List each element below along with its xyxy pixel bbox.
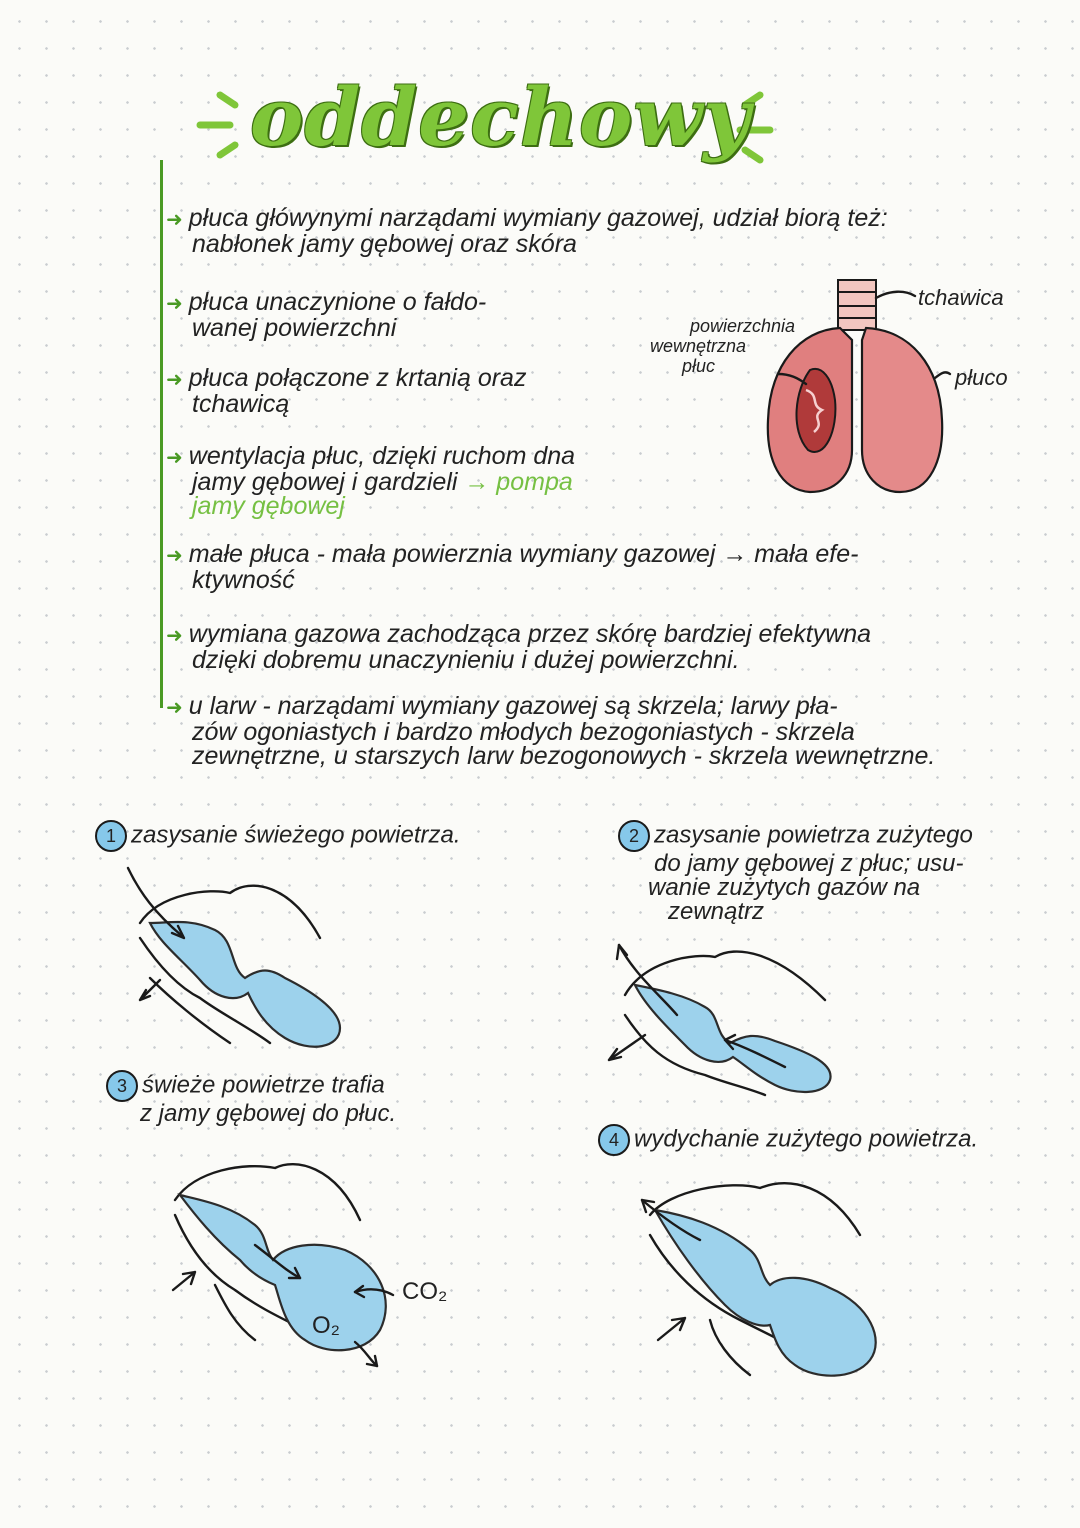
arrow-icon: ➜ <box>166 209 183 231</box>
bullet-line: wymiana gazowa zachodząca przez skórę bardziej efektywna <box>188 620 872 648</box>
step-3-diagram <box>155 1160 415 1370</box>
bullet-line: jamy gębowej i gardzieli <box>192 468 458 496</box>
arrow-icon: ➜ <box>166 369 183 391</box>
bullet-1 <box>166 206 1046 256</box>
label-line: płuc <box>682 356 716 376</box>
label-line: powierzchnia <box>690 316 796 336</box>
bullet-line: wentylacja płuc, dzięki ruchom dna <box>188 442 576 470</box>
bullet-3 <box>166 366 606 416</box>
bullet-line: nabłonek jamy gębowej oraz skóra <box>192 230 577 258</box>
bullet-line: zewnętrzne, u starszych larw bezogonowych - skrzela wewnętrzne. <box>192 742 936 770</box>
bracket-line <box>160 160 163 708</box>
arrow-icon: ➜ <box>166 447 183 469</box>
arrow-icon: ➜ <box>166 625 183 647</box>
pump-label-continued: jamy gębowej <box>192 492 345 520</box>
label-lung: płuco <box>955 365 1008 390</box>
bullet-4 <box>166 444 666 518</box>
step-4-diagram <box>630 1180 890 1390</box>
label-trachea: tchawica <box>918 285 1004 310</box>
step-number-badge: 4 <box>598 1124 630 1156</box>
step-number-badge: 3 <box>106 1070 138 1102</box>
bullet-line: zów ogoniastych i bardzo młodych bezogoniastych - skrzela <box>192 718 855 746</box>
bullet-line: płuca główynymi narządami wymiany gazowej, udział biorą też: <box>188 204 888 232</box>
bullet-line: tchawicą <box>192 390 290 418</box>
title-decoration-left <box>190 85 250 165</box>
step-text: zasysanie świeżego powietrza. <box>131 821 461 849</box>
step-text: zasysanie powietrza zużytego <box>654 821 973 849</box>
bullet-line: ktywność <box>192 566 295 594</box>
bullet-line: płuca unaczynione o fałdo- <box>188 288 487 316</box>
step-3-caption <box>106 1070 396 1126</box>
step-text: świeże powietrze trafia <box>142 1071 385 1099</box>
label-o2: O₂ <box>312 1312 340 1339</box>
arrow-icon: ➜ <box>166 697 183 719</box>
bullet-line: płuca połączone z krtanią oraz <box>188 364 527 392</box>
step-text: do jamy gębowej z płuc; usu- <box>654 850 964 877</box>
step-number-badge: 2 <box>618 820 650 852</box>
bullet-line: dzięki dobremu unaczynieniu i dużej powierzchni. <box>192 646 740 674</box>
step-text: wydychanie zużytego powietrza. <box>634 1125 979 1153</box>
step-number-badge: 1 <box>95 820 127 852</box>
bullet-6 <box>166 622 1046 672</box>
step-1-diagram <box>120 868 360 1068</box>
bullet-line: u larw - narządami wymiany gazowej są skrzela; larwy pła- <box>188 692 838 720</box>
page-title: oddechowy <box>250 70 751 164</box>
pump-label: → pompa <box>464 468 573 496</box>
step-text: wanie zużytych gazów na <box>648 874 921 901</box>
step-1-caption <box>95 820 461 852</box>
bullet-line: małe płuca - mała powierznia wymiany gazowej → mała efe- <box>188 540 859 568</box>
bullet-line: wanej powierzchni <box>192 314 397 342</box>
label-co2: CO₂ <box>402 1278 448 1305</box>
arrow-icon: ➜ <box>166 293 183 315</box>
bullet-7 <box>166 694 1046 768</box>
label-inner-surface <box>650 316 795 376</box>
bullet-2 <box>166 290 586 340</box>
label-line: wewnętrzna <box>650 336 747 356</box>
step-4-caption <box>598 1124 978 1156</box>
arrow-icon: ➜ <box>166 545 183 567</box>
step-text: zewnątrz <box>668 898 765 925</box>
step-text: z jamy gębowej do płuc. <box>140 1100 397 1127</box>
step-2-caption <box>618 820 973 924</box>
step-2-diagram <box>605 945 845 1095</box>
bullet-5 <box>166 542 1046 592</box>
